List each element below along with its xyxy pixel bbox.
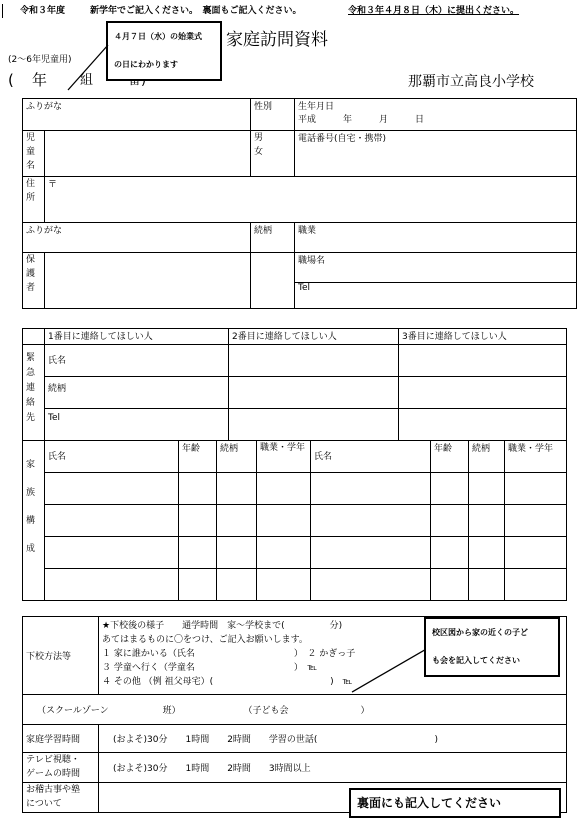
contact1-name[interactable] (45, 345, 229, 377)
male-option[interactable]: 男 (254, 133, 264, 143)
after-school-label: 下校方法等 (26, 652, 72, 662)
tel-label: Tel (48, 413, 61, 423)
contact3-rel[interactable] (399, 377, 567, 409)
year-label: 令和３年度 (20, 6, 66, 16)
tv-options-text: (およそ)30分 1時間 2時間 3時間以上 (113, 764, 311, 774)
after-school-line5: ４ その他 （例 祖父母宅）( ) ℡ (102, 677, 353, 687)
kodomokai-text: （子ども会 ） (243, 706, 370, 716)
occupation-label: 職業 (298, 226, 317, 236)
family-cell[interactable] (217, 537, 257, 569)
family-cell[interactable] (311, 569, 431, 601)
family-cell[interactable] (311, 473, 431, 505)
family-cell[interactable] (431, 473, 469, 505)
emergency-side-label: 緊 急 連 絡 先 (23, 345, 45, 441)
family-cell[interactable] (45, 537, 179, 569)
after-school-line2: あてはまるものに〇をつけ、ご記入お願いします。 (102, 635, 308, 645)
family-table (22, 440, 567, 601)
school-zone-row[interactable] (23, 695, 567, 725)
tv-label-1: テレビ視聴・ (26, 755, 80, 765)
contact-first-label: 1番目に連絡してほしい人 (48, 332, 153, 342)
occupation-cell[interactable] (295, 223, 577, 253)
contact2-tel[interactable] (229, 409, 399, 441)
family-cell[interactable] (505, 569, 567, 601)
after-school-label-cell (23, 617, 99, 695)
instruction-text: 新学年でご記入ください。 裏面もご記入ください。 (90, 6, 302, 16)
family-cell[interactable] (217, 505, 257, 537)
address-input[interactable] (45, 177, 577, 223)
paren-open: ( (8, 71, 14, 89)
page-title: 家庭訪問資料 (226, 30, 328, 50)
family-age-header (179, 441, 217, 473)
family-rel-label-2: 続柄 (472, 444, 491, 454)
family-rel-header-2 (469, 441, 505, 473)
family-cell[interactable] (469, 473, 505, 505)
guardian-rel-input[interactable] (251, 253, 295, 309)
contact-third-label: 3番目に連絡してほしい人 (402, 332, 507, 342)
family-name-header (45, 441, 179, 473)
study-label-cell (23, 725, 99, 753)
lessons-label-2: について (26, 799, 62, 809)
contact2-name[interactable] (229, 345, 399, 377)
relationship-label: 続柄 (254, 226, 273, 236)
tv-label-cell (23, 753, 99, 783)
rel-label: 続柄 (48, 384, 67, 394)
family-job-header-2 (505, 441, 567, 473)
family-job-label-2: 職業・学年 (508, 444, 554, 454)
family-cell[interactable] (431, 537, 469, 569)
grade-range: (2～6年児童用) (8, 55, 72, 65)
lessons-label-1: お稽古事や塾 (26, 785, 81, 795)
deadline-text: 令和３年４月８日（木）に提出ください。 (348, 6, 520, 16)
contact1-rel[interactable] (45, 377, 229, 409)
gender-label: 性別 (254, 102, 273, 112)
study-options[interactable] (99, 725, 567, 753)
family-age-label-2: 年齢 (434, 444, 453, 454)
after-school-line4: ３ 学童へ行く（学童名 ） ℡ (102, 663, 318, 673)
family-rel-label: 続柄 (220, 444, 239, 454)
contact3-name[interactable] (399, 345, 567, 377)
tv-label-2: ゲームの時間 (26, 769, 81, 779)
address-label: 住 所 (23, 177, 45, 223)
family-cell[interactable] (431, 569, 469, 601)
phone-cell[interactable] (295, 131, 577, 177)
study-options-text: (およそ)30分 1時間 2時間 学習の世話( ) (113, 735, 438, 745)
family-cell[interactable] (217, 473, 257, 505)
callout-kodomokai (424, 617, 560, 677)
family-cell[interactable] (311, 505, 431, 537)
family-cell[interactable] (311, 537, 431, 569)
student-info-table (22, 98, 577, 309)
contact1-tel[interactable] (45, 409, 229, 441)
kumi-label: 組 (80, 73, 94, 88)
family-cell[interactable] (45, 569, 179, 601)
after-school-line1: ★下校後の様子 通学時間 家～学校まで( 分) (102, 621, 343, 631)
family-name-label: 氏名 (48, 452, 67, 462)
contact-first-header (45, 329, 229, 345)
birth-format: 平成 年 月 日 (298, 115, 425, 125)
contact-second-label: 2番目に連絡してほしい人 (232, 332, 337, 342)
lessons-label-cell (23, 783, 99, 813)
emergency-table (22, 328, 567, 441)
family-cell[interactable] (505, 505, 567, 537)
family-cell[interactable] (257, 505, 311, 537)
callout-line: ４月７日（水）の始業式 (114, 32, 202, 41)
guardian-name-input[interactable] (45, 253, 251, 309)
female-option[interactable]: 女 (254, 147, 264, 157)
contact-third-header (399, 329, 567, 345)
callout-line: の日にわかります (114, 60, 178, 69)
guardian-furigana-cell[interactable] (23, 223, 251, 253)
gender-header (251, 99, 295, 131)
family-job-label: 職業・学年 (260, 443, 306, 453)
contact-second-header (229, 329, 399, 345)
family-cell[interactable] (257, 537, 311, 569)
work-tel-cell[interactable] (295, 283, 577, 309)
family-cell[interactable] (505, 473, 567, 505)
guardian-label: 保 護 者 (23, 253, 45, 309)
callout-line: 校区図から家の近くの子ど (432, 628, 528, 637)
family-cell[interactable] (179, 537, 217, 569)
contact3-tel[interactable] (399, 409, 567, 441)
family-name-label-2: 氏名 (314, 452, 333, 462)
family-side-label: 家 族 構 成 (23, 441, 45, 601)
family-cell[interactable] (45, 505, 179, 537)
school-zone-text: （スクールゾーン 班） (37, 706, 181, 716)
child-name-label: 児 童 名 (23, 131, 45, 177)
contact2-rel[interactable] (229, 377, 399, 409)
phone-label: 電話番号(自宅・携帯) (298, 134, 387, 144)
family-cell[interactable] (217, 569, 257, 601)
family-cell[interactable] (257, 473, 311, 505)
school-name: 那覇市立高良小学校 (408, 74, 534, 90)
workplace-label: 職場名 (298, 256, 326, 266)
furigana-cell[interactable] (23, 99, 251, 131)
child-name-input[interactable] (45, 131, 251, 177)
tv-options[interactable] (99, 753, 567, 783)
name-label: 氏名 (48, 356, 67, 366)
family-rel-header (217, 441, 257, 473)
family-age-header-2 (431, 441, 469, 473)
after-school-line3: １ 家に誰かいる（氏名 ） ２ かぎっ子 (102, 649, 356, 659)
family-cell[interactable] (45, 473, 179, 505)
family-job-header (257, 441, 311, 473)
family-cell[interactable] (469, 537, 505, 569)
gender-options[interactable] (251, 131, 295, 177)
callout-back-side (349, 788, 561, 818)
callout-line: も会を記入してください (432, 656, 520, 665)
family-cell[interactable] (431, 505, 469, 537)
family-cell[interactable] (179, 505, 217, 537)
study-label: 家庭学習時間 (26, 735, 81, 745)
relationship-header (251, 223, 295, 253)
postal-mark: 〒 (48, 180, 58, 190)
birth-cell[interactable] (295, 99, 577, 131)
family-name-header-2 (311, 441, 431, 473)
furigana-label: ふりがな (26, 102, 63, 112)
nen-label: 年 (32, 71, 48, 89)
emergency-corner (23, 329, 45, 345)
back-side-text: 裏面にも記入してください (357, 796, 502, 810)
family-cell[interactable] (179, 569, 217, 601)
family-cell[interactable] (469, 505, 505, 537)
family-cell[interactable] (505, 537, 567, 569)
family-cell[interactable] (469, 569, 505, 601)
workplace-cell[interactable] (295, 253, 577, 283)
work-tel-label: Tel (298, 283, 311, 293)
family-cell[interactable] (179, 473, 217, 505)
furigana2-label: ふりがな (26, 226, 63, 236)
family-age-label: 年齢 (182, 444, 201, 454)
birth-label: 生年月日 (298, 102, 335, 112)
family-cell[interactable] (257, 569, 311, 601)
